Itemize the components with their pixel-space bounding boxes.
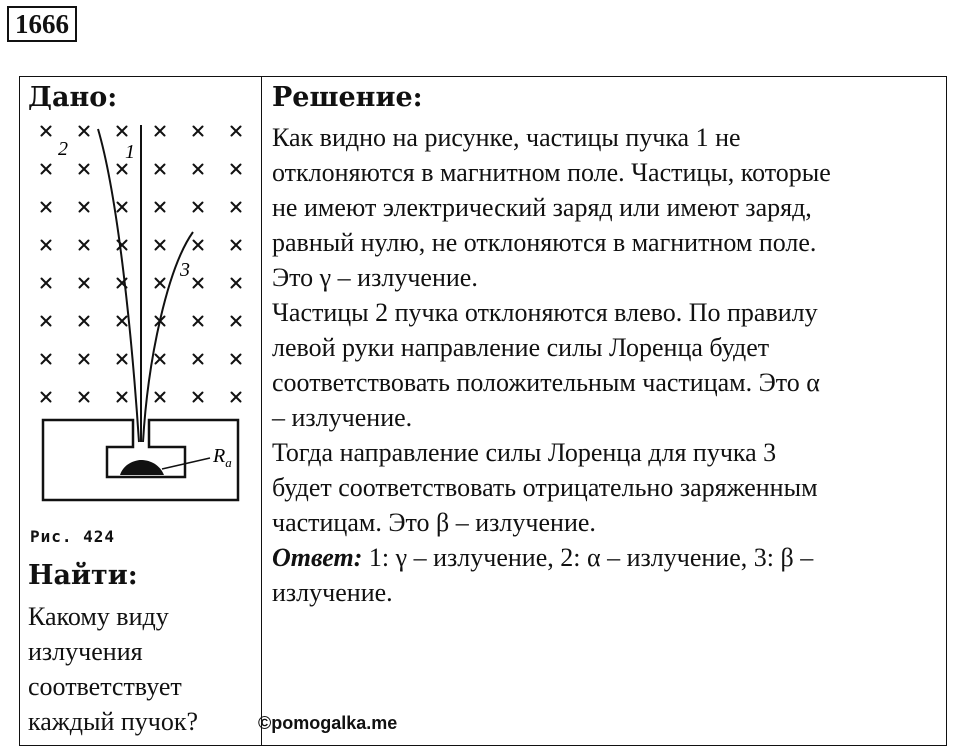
field-cross-mark — [118, 203, 127, 212]
problem-number: 1666 — [7, 6, 77, 42]
field-cross-mark — [42, 241, 51, 250]
field-cross-mark — [232, 317, 241, 326]
field-cross-mark — [118, 165, 127, 174]
field-cross-mark — [42, 279, 51, 288]
field-cross-mark — [232, 393, 241, 402]
solution-line: отклоняются в магнитном поле. Частицы, которые — [272, 158, 831, 187]
find-line: излучения — [28, 637, 143, 666]
beam-label-1: 1 — [125, 141, 135, 163]
field-cross-mark — [42, 165, 51, 174]
solution-line: левой руки направление силы Лоренца будет — [272, 333, 770, 362]
field-cross-mark — [118, 127, 127, 136]
field-cross-mark — [80, 203, 89, 212]
field-cross-mark — [80, 241, 89, 250]
field-cross-mark — [80, 393, 89, 402]
field-cross-mark — [42, 127, 51, 136]
radioactive-source — [120, 460, 164, 475]
solution-line: Тогда направление силы Лоренца для пучка 3 — [272, 438, 777, 467]
solution-line: не имеют электрический заряд или имеют заряд, — [272, 193, 812, 222]
field-cross-mark — [194, 127, 203, 136]
beam-label-3: 3 — [180, 259, 190, 281]
field-cross-mark — [80, 279, 89, 288]
solution-body — [272, 120, 942, 610]
given-heading: Дано: — [28, 82, 118, 113]
solution-line: Частицы 2 пучка отклоняются влево. По правилу — [272, 298, 818, 327]
watermark: ©pomogalka.me — [258, 713, 398, 733]
field-cross-mark — [232, 165, 241, 174]
field-cross-mark — [156, 127, 165, 136]
figure-424 — [28, 117, 253, 527]
solution-line: будет соответствовать отрицательно заряженным — [272, 473, 818, 502]
solution-heading: Решение: — [272, 82, 423, 113]
field-cross-mark — [194, 279, 203, 288]
field-cross-mark — [232, 355, 241, 364]
field-cross-mark — [118, 393, 127, 402]
field-cross-mark — [194, 203, 203, 212]
figure-caption: Рис. 424 — [30, 527, 116, 546]
source-label: $R_a$ — [213, 445, 232, 470]
find-heading: Найти: — [28, 560, 138, 591]
field-cross-mark — [80, 165, 89, 174]
field-cross-mark — [194, 241, 203, 250]
answer-label: Ответ: — [272, 543, 363, 572]
answer-line: излучение. — [272, 578, 393, 607]
beam-label-2: 2 — [58, 138, 68, 160]
find-line: Какому виду — [28, 602, 169, 631]
field-cross-mark — [42, 355, 51, 364]
field-cross-mark — [42, 393, 51, 402]
find-line: каждый пучок? — [28, 707, 199, 736]
field-cross-mark — [156, 203, 165, 212]
field-cross-mark — [156, 279, 165, 288]
field-cross-mark — [80, 127, 89, 136]
field-cross-mark — [156, 393, 165, 402]
solution-line: Это γ – излучение. — [272, 263, 478, 292]
solution-line: частицам. Это β – излучение. — [272, 508, 596, 537]
field-cross-mark — [80, 317, 89, 326]
field-cross-mark — [194, 317, 203, 326]
field-cross-mark — [42, 203, 51, 212]
solution-line: Как видно на рисунке, частицы пучка 1 не — [272, 123, 741, 152]
field-cross-mark — [156, 241, 165, 250]
solution-line: соответствовать положительным частицам. Это α — [272, 368, 820, 397]
solution-table — [19, 76, 947, 746]
field-cross-mark — [156, 165, 165, 174]
field-cross-mark — [156, 355, 165, 364]
field-cross-mark — [232, 203, 241, 212]
solution-line: – излучение. — [272, 403, 413, 432]
field-cross-mark — [80, 355, 89, 364]
field-cross-mark — [194, 165, 203, 174]
answer-line — [272, 540, 942, 575]
field-cross-mark — [42, 317, 51, 326]
find-line: соответствует — [28, 672, 182, 701]
field-cross-mark — [232, 279, 241, 288]
field-cross-mark — [194, 393, 203, 402]
field-cross-mark — [232, 241, 241, 250]
field-cross-mark — [194, 355, 203, 364]
field-cross-mark — [118, 355, 127, 364]
answer-text: 1: γ – излучение, 2: α – излучение, 3: β – — [362, 543, 814, 572]
solution-line: равный нулю, не отклоняются в магнитном поле. — [272, 228, 817, 257]
column-divider — [261, 77, 262, 745]
field-cross-mark — [118, 317, 127, 326]
field-cross-mark — [232, 127, 241, 136]
find-question — [28, 599, 253, 739]
